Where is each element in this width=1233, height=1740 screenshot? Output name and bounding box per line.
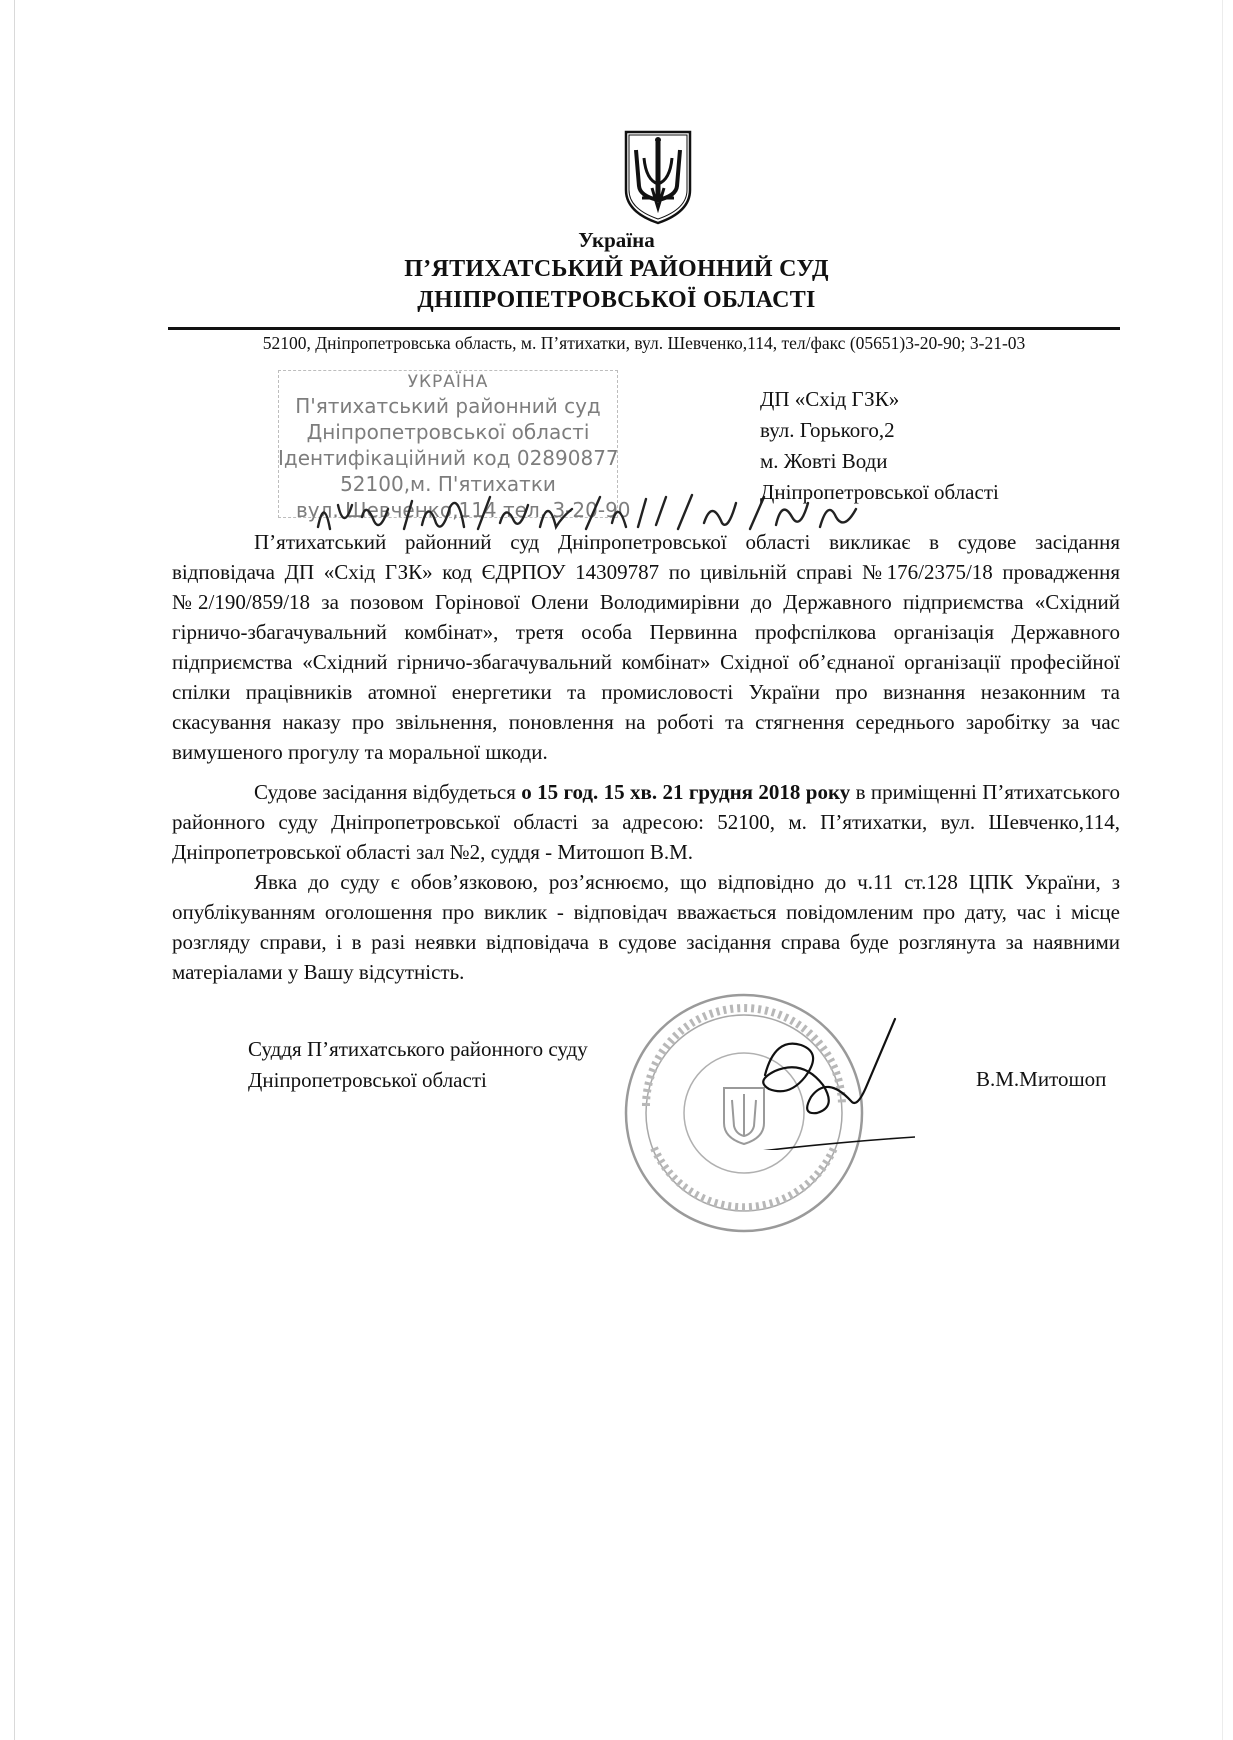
- summons-paragraph: П’ятихатський районний суд Дніпропетровської області викликає в судове засідання відповідача ДП «Схід ГЗК» код ЄДРПОУ 14309787 по цивільній справі №176/2375/18 провадження №2/190/859/18 за позовом Горінової Олени Володимирівни до Державного підприємства «Східний гірничо-збагачувальний комбінат», третя особа Первинна профспілкова організація Державного підприємства «Східний гірничо-збагачувальний комбінат» Східної об’єднаної організації професійної спілки працівників атомної енергетики та промисловості України про визнання незаконним та скасування наказу про звільнення, поновлення на роботі та стягнення середнього заробітку за час вимушеного прогулу та моральної шкоди.: [172, 530, 1120, 764]
- hearing-text-end: в приміщенні П’ятихатського районного суду Дніпропетровської області за адресою: 52100, м. П’ятихатки, вул. Шевченко,114, Дніпропетровської області зал №2, суддя - Митошоп В.М.: [172, 780, 1120, 864]
- recipient-city: м. Жовті Води: [760, 449, 888, 473]
- judge-signature-block: [248, 1034, 588, 1096]
- stamp-line-region: Дніпропетровської області: [306, 420, 590, 444]
- attendance-paragraph: Явка до суду є обов’язковою, роз’яснюємо, що відповідно до ч.11 ст.128 ЦПК України, з опублікуванням оголошення про виклик - відповідач вважається повідомленим про дату, час і місце розгляду справи, і в разі неявки відповідача в судове засідання справа буде розглянута за наявними матеріалами у Вашу відсутність.: [172, 870, 1120, 984]
- stamp-line-city: 52100,м. П'ятихатки: [340, 472, 556, 496]
- court-address: 52100, Дніпропетровська область, м. П’ятихатки, вул. Шевченко,114, тел/факс (05651)3-20-90; 3-21-03: [262, 333, 1026, 353]
- handwritten-signature: [745, 1015, 915, 1150]
- judge-title: Суддя П’ятихатського районного суду: [248, 1037, 588, 1061]
- header-court-name: П’ЯТИХАТСЬКИЙ РАЙОННИЙ СУД: [404, 256, 829, 282]
- recipient-name: ДП «Схід ГЗК»: [760, 387, 900, 411]
- hearing-text-start: Судове засідання відбудеться: [254, 780, 522, 804]
- trident-coat-of-arms-icon: [622, 128, 694, 226]
- recipient-street: вул. Горького,2: [760, 418, 895, 442]
- judge-region: Дніпропетровської області: [248, 1068, 487, 1092]
- stamp-line-country: УКРАЇНА: [407, 372, 489, 392]
- header-country: Україна: [578, 228, 655, 252]
- recipient-address-block: [760, 384, 999, 508]
- stamp-line-code: Ідентифікаційний код 02890877: [278, 446, 619, 470]
- recipient-region: Дніпропетровської області: [760, 480, 999, 504]
- judge-name: В.М.Митошоп: [976, 1067, 1107, 1091]
- hearing-datetime: о 15 год. 15 хв. 21 грудня 2018 року: [521, 780, 851, 804]
- stamp-line-court: П'ятихатський районний суд: [295, 394, 601, 418]
- hearing-paragraph: [172, 777, 1120, 867]
- header-region: ДНІПРОПЕТРОВСЬКОЇ ОБЛАСТІ: [417, 287, 816, 313]
- stamp-line-street: вул. Шевченко,114 тел. 3-20-90: [296, 498, 631, 522]
- header-divider: [168, 327, 1120, 330]
